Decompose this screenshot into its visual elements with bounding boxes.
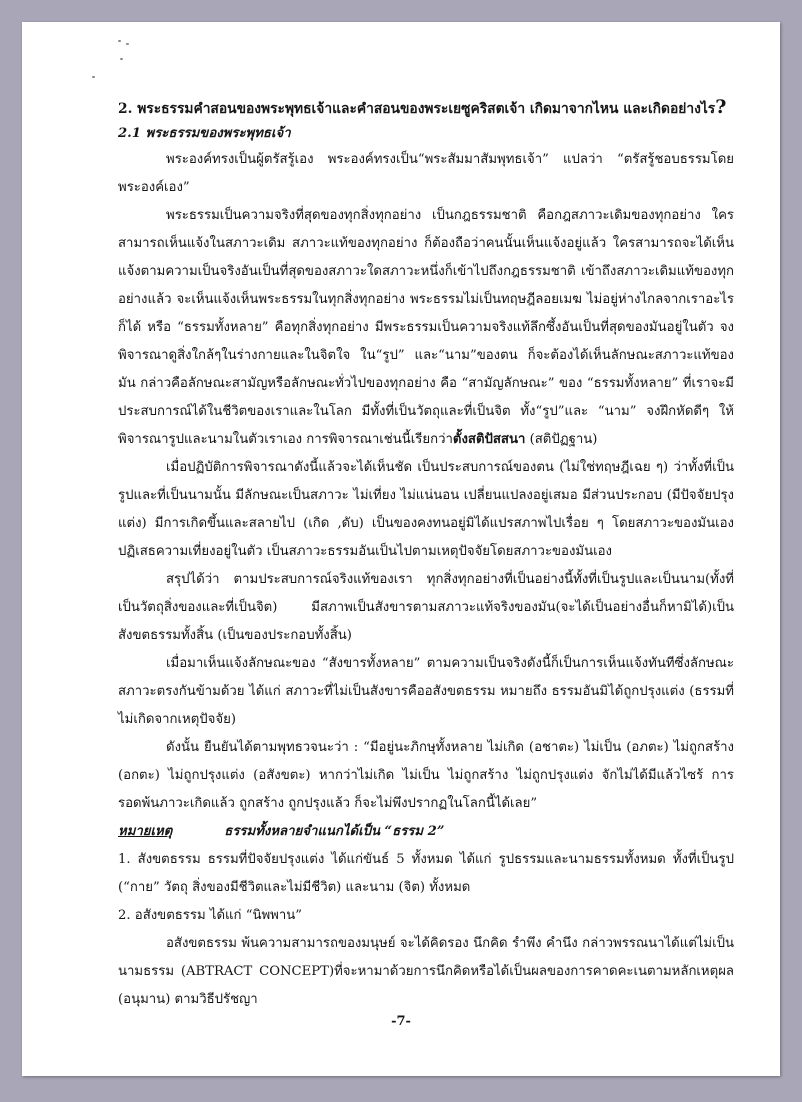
paragraph-4: สรุปได้ว่า ตามประสบการณ์จริงแท้ของเรา ทุกสิ่งทุกอย่างที่เป็นอย่างนี้ทั้งที่เป็นรูปและเป็นนาม(ทั้งที่เป็นวัตถุสิ่งของและที่เป็นจิต) มีสภาพเป็นสังขารตามสภาวะแท้จริงของมัน(จะได้เป็นอย่างอื่นก็หามิได้)เป็นสังขตธรรมทั้งสิ้น (เป็นของประกอบทั้งสิ้น) — [118, 572, 734, 643]
document-page — [22, 22, 780, 1076]
paragraph-3: เมื่อปฏิบัติการพิจารณาดังนี้แล้วจะได้เห็นชัด เป็นประสบการณ์ของตน (ไม่ใช่ทฤษฎีเฉย ๆ) ว่าทั้งที่เป็นรูปและที่เป็นนามนั้น มีลักษณะเป็นสภาวะ ไม่เที่ยง ไม่แน่นอน เปลี่ยนแปลงอยู่เสมอ มีส่วนประกอบ (มีปัจจัยปรุงแต่ง) มีการเกิดขึ้นและสลายไป (เกิด ,ดับ) เป็นของคงทนอยู่มิได้แปรสภาพไปเรื่อย ๆ โดยสภาวะของมันเองปฏิเสธความเที่ยงอยู่ในตัว เป็นสภาวะธรรมอันเป็นไปตามเหตุปัจจัยโดยสภาวะของมันเอง — [118, 460, 734, 559]
paragraph-2-text: พระธรรมเป็นความจริงที่สุดของทุกสิ่งทุกอย่าง เป็นกฎธรรมชาติ คือกฎสภาวะเดิมของทุกอย่าง ใครสามารถเห็นแจ้งในสภาวะเดิม สภาวะแท้ของทุกอย่าง ก็ต้องถือว่าคนนั้นเห็นแจ้งอยู่แล้ว ใครสามารถจะได้เห็นแจ้งตามความเป็นจริงอันเป็นที่สุดของสภาวะใดสภาวะหนึ่งก็เข้าไปถึงกฎธรรมชาติ เข้าถึงสภาวะเดิมแท้ของทุกอย่างแล้ว จะเห็นแจ้งเห็นพระธรรมในทุกสิ่งทุกอย่าง พระธรรมไม่เป็นทฤษฎีลอยเมฆ ไม่อยู่ห่างไกลจากเราอะไรก็ได้ หรือ “ธรรมทั้งหลาย” คือทุกสิ่งทุกอย่าง มีพระธรรมเป็นความจริงแท้ลึกซึ้งอันเป็นที่สุดของมันอยู่ในตัว จงพิจารณาดูสิ่งใกล้ๆในร่างกายและในจิตใจ ใน“รูป” และ“นาม”ของตน ก็จะต้องได้เห็นลักษณะสภาวะแท้ของมัน กล่าวคือลักษณะสามัญหรือลักษณะทั่วไปของทุกอย่าง คือ “สามัญลักษณะ” ของ “ธรรมทั้งหลาย” ที่เราจะมีประสบการณ์ได้ในชีวิตของเราและในโลก มีทั้งที่เป็นวัตถุและที่เป็นจิต ทั้ง“รูป”และ “นาม” จงฝึกหัดดีๆ ให้พิจารณารูปและนามในตัวเราเอง การพิจารณาเช่นนี้เรียกว่า — [118, 208, 734, 447]
document-body — [118, 94, 734, 1014]
paragraph-1: พระองค์ทรงเป็นผู้ตรัสรู้เอง พระองค์ทรงเป็น“พระสัมมาสัมพุทธเจ้า” แปลว่า “ตรัสรู้ชอบธรรมโดยพระองค์เอง” — [118, 152, 734, 195]
paragraph-6: ดังนั้น ยืนยันได้ตามพุทธวจนะว่า : “มีอยู่นะภิกษุทั้งหลาย ไม่เกิด (อชาตะ) ไม่เป็น (อภตะ) ไม่ถูกสร้าง (อกตะ) ไม่ถูกปรุงแต่ง (อสังขตะ) หากว่าไม่เกิด ไม่เป็น ไม่ถูกสร้าง ไม่ถูกปรุงแต่ง จักไม่ได้มีแล้วไซร้ การรอดพ้นภาวะเกิดแล้ว ถูกสร้าง ถูกปรุงแล้ว ก็จะไม่พึงปรากฏในโลกนี้ได้เลย” — [118, 740, 734, 811]
paragraph-2-bold-term: ตั้งสติปัสสนา — [452, 432, 526, 447]
section-heading-text: 2. พระธรรมคำสอนของพระพุทธเจ้าและคำสอนของพระเยซูคริสตเจ้า เกิดมาจากไหน และเกิดอย่างไร — [118, 101, 716, 117]
section-heading — [118, 94, 734, 122]
note-label: หมายเหตุ — [118, 824, 173, 839]
paragraph-5: เมื่อมาเห็นแจ้งลักษณะของ “สังขารทั้งหลาย” ตามความเป็นจริงดังนี้ก็เป็นการเห็นแจ้งทันทีซึ่งลักษณะสภาวะตรงกันข้ามด้วย ได้แก่ สภาวะที่ไม่เป็นสังขารคืออสังขตธรรม หมายถึง ธรรมอันมิได้ถูกปรุงแต่ง (ธรรมที่ไม่เกิดจากเหตุปัจจัย) — [118, 656, 734, 727]
note-text: ธรรมทั้งหลายจำแนกได้เป็น “ธรรม 2” — [224, 824, 445, 839]
page-number: -7- — [391, 1014, 411, 1029]
paragraph-2 — [118, 202, 734, 454]
list-item-1: 1. สังขตธรรม ธรรมที่ปัจจัยปรุงแต่ง ได้แก่ขันธ์ 5 ทั้งหมด ได้แก่ รูปธรรมและนามธรรมทั้งหมด ทั้งที่เป็นรูป (“กาย” วัตถุ สิ่งของมีชีวิตและไม่มีชีวิต) และนาม (จิต) ทั้งหมด — [118, 852, 734, 895]
list-item-2: 2. อสังขตธรรม ได้แก่ “นิพพาน” — [118, 908, 303, 923]
subsection-heading: 2.1 พระธรรมของพระพุทธเจ้า — [118, 126, 291, 141]
heading-question-mark: ? — [715, 96, 727, 118]
paragraph-7: อสังขตธรรม พ้นความสามารถของมนุษย์ จะได้คิดรอง นึกคิด รำพึง คำนึง กล่าวพรรณนาได้แต่ไม่เป็นนามธรรม (ABTRACT CONCEPT)ที่จะหามาด้วยการนึกคิดหรือได้เป็นผลของการคาดคะเนตามหลักเหตุผล (อนุมาน) ตามวิธีปรัชญา — [118, 936, 734, 1007]
paragraph-2-end: (สติปัฏฐาน) — [525, 432, 598, 447]
note-heading — [118, 818, 734, 846]
